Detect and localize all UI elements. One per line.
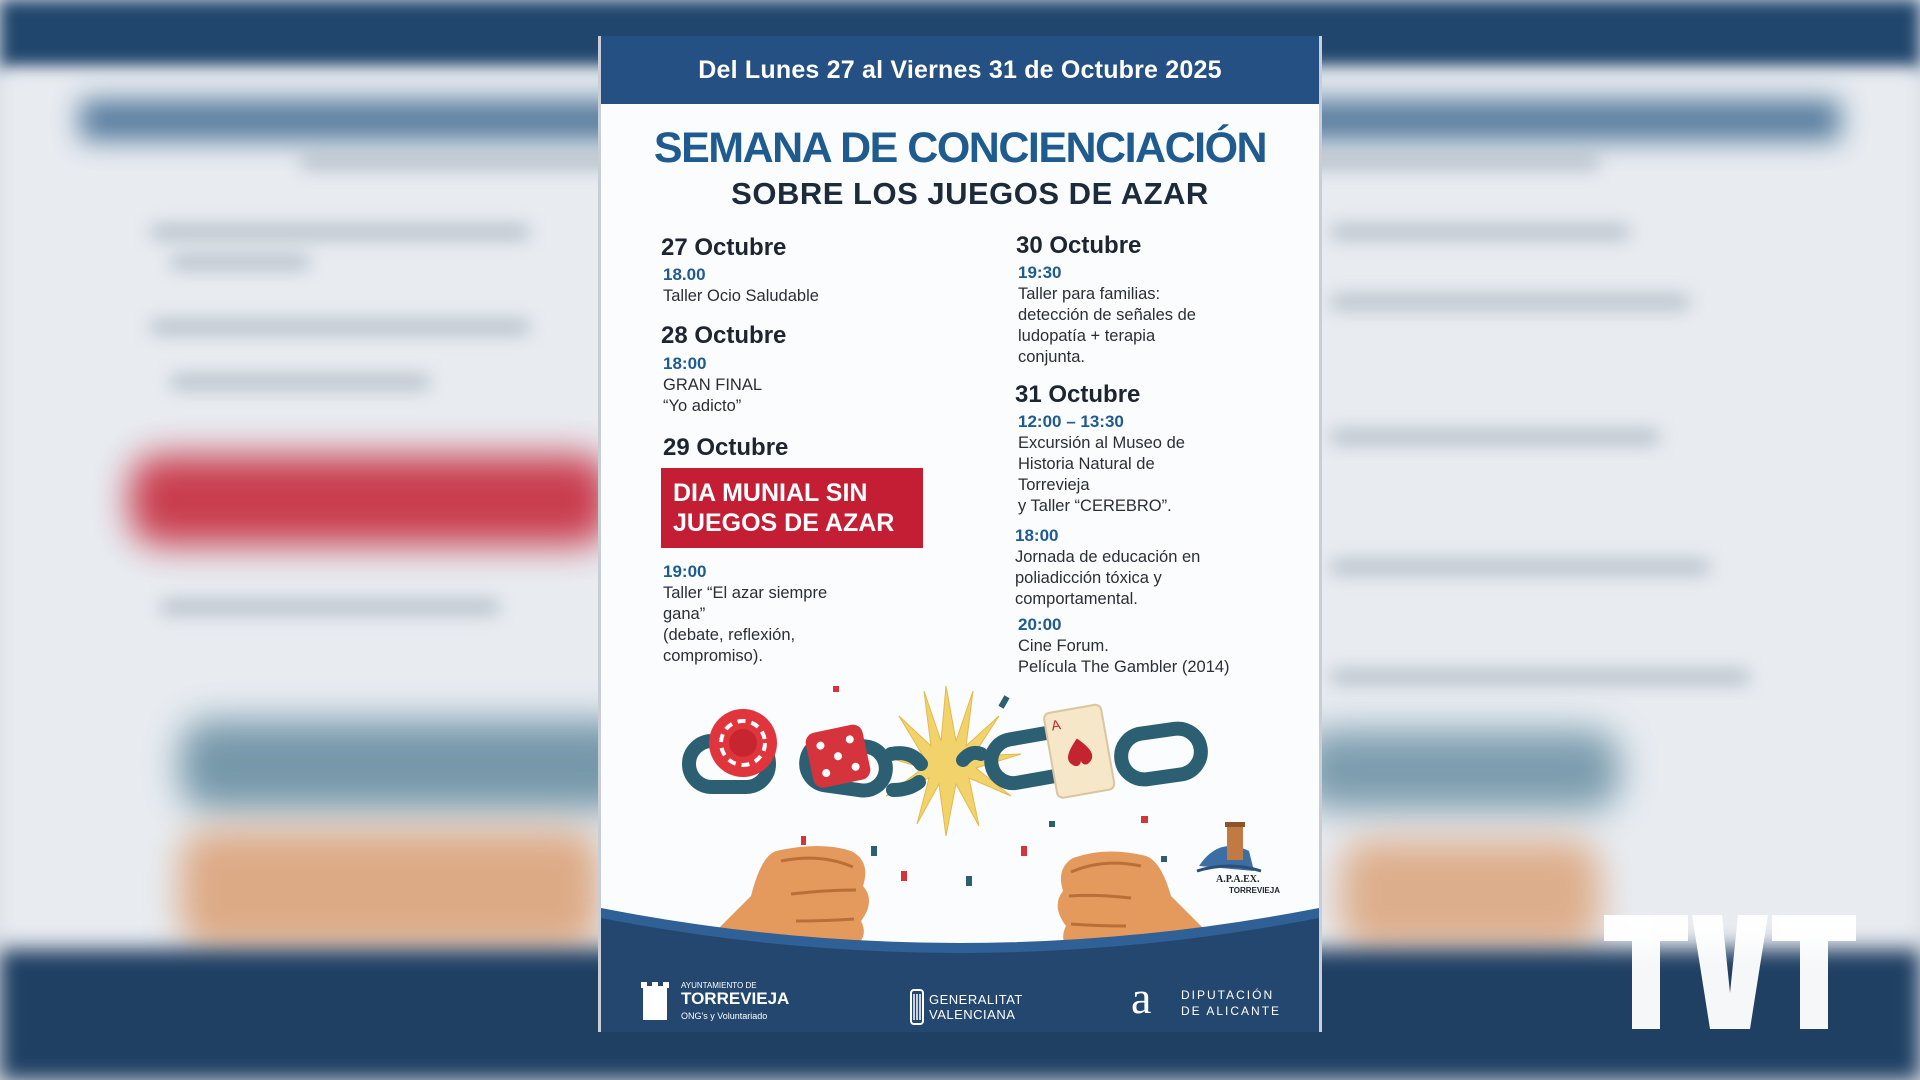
torrevieja-tower-icon [637,978,673,1022]
event-time: 20:00 [1018,615,1062,634]
event-time: 12:00 – 13:30 [1018,412,1124,431]
generalitat-shield-icon [909,986,925,1028]
event-poster [598,36,1322,1032]
bg-text-line [170,375,430,389]
bg-chain-blob [180,720,640,810]
day-title: 31 Octubre [1015,381,1141,408]
torrevieja-logo-name: TORREVIEJA [681,989,790,1008]
world-day-highlight: DIA MUNIAL SIN JUEGOS DE AZAR [661,468,923,548]
event-time: 19:00 [663,562,707,581]
tvt-channel-logo [1604,915,1856,1029]
event-description: Taller para familias: detección de señales de ludopatía + terapia conjunta. [1018,285,1196,366]
poster-date-banner [601,36,1319,104]
event-description: Taller “El azar siempre gana” (debate, reflexión, compromiso). [663,584,828,665]
event-time: 18:00 [1015,526,1059,545]
day-title: 28 Octubre [661,322,787,349]
apaex-city: TORREVIEJA [1229,886,1280,895]
day-title: 30 Octubre [1016,232,1142,259]
generalitat-logo: GENERALITAT VALENCIANA [929,992,1023,1022]
bg-chain-blob [1300,730,1620,810]
poster-subtitle: SOBRE LOS JUEGOS DE AZAR [731,176,1209,211]
bg-text-line [160,600,500,614]
poker-chip-icon [709,709,777,777]
bg-text-line [1330,225,1630,239]
bg-text-line [150,320,530,334]
poster-title: SEMANA DE CONCIENCIACIÓN [653,124,1267,172]
diputacion-logo: DIPUTACIÓN DE ALICANTE [1181,988,1282,1018]
event-description: GRAN FINAL “Yo adicto” [663,376,763,415]
dice-icon [804,723,872,790]
apaex-name: A.P.A.EX. [1216,874,1260,885]
event-description: Cine Forum. Película The Gambler (2014) [1018,637,1230,676]
svg-text:A: A [1049,716,1062,734]
event-description: Taller Ocio Saludable [663,287,819,305]
bg-text-line [150,225,530,239]
event-description: Excursión al Museo de Historia Natural de Torrevieja y Taller “CEREBRO”. [1018,434,1185,515]
day-title: 27 Octubre [661,234,787,261]
bg-text-line [1330,560,1710,574]
day-title: 29 Octubre [663,434,789,461]
bg-text-line [1330,295,1690,309]
event-description: Jornada de educación en poliadicción tóxica y comportamental. [1015,548,1201,608]
bg-hand-blob [180,830,600,950]
torrevieja-logo-sub: ONG's y Voluntariado [681,1011,768,1021]
bg-text-line [170,255,310,269]
event-time: 18:00 [663,354,707,373]
diputacion-a-icon: a [1131,972,1152,1023]
ace-of-spades-card-icon [1043,704,1115,799]
torrevieja-logo-top: AYUNTAMIENTO DE [681,981,757,990]
burst-icon [876,686,1021,836]
event-time: 19:30 [1018,263,1062,282]
date-range: Del Lunes 27 al Viernes 31 de Octubre 2025 [698,55,1222,84]
bg-red-blob [130,455,610,545]
event-time: 18.00 [663,265,706,284]
bg-hand-blob [1340,840,1600,950]
bg-text-line [1330,430,1660,444]
bg-text-line [1330,670,1750,684]
